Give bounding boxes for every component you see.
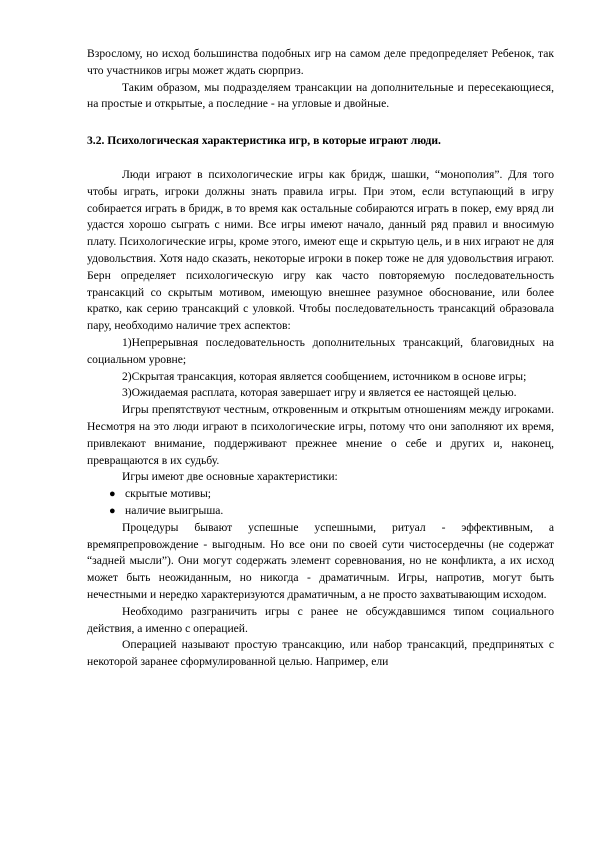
section-heading: 3.2. Психологическая характеристика игр, в которые играют люди. [87,134,441,148]
paragraph: Таким образом, мы подразделяем трансакции на дополнительные и пересекающиеся, на простые и открытые, а последние - на угловые и двойные. [87,80,554,111]
paragraph: Люди играют в психологические игры как бридж, шашки, “монополия”. Для того чтобы играть, игроки должны знать правила игры. При этом, если вступающий в игру собирается играть в бридж, в то время как остальные собираются играть в покер, ему вряд ли удастся хорошо сыграть с ними. Все игры имеют начало, данный ряд правил и вносимую плату. Психологические игры, кроме этого, имеют еще и скрытую цель, и в них играют не для удовольствия. Хотя надо сказать, некоторые игроки в покер тоже не для удовольствия играют. Берн определяет психологическую игру как часто повторяемую последовательность трансакций со скрытым мотивом, имеющую внешнее разумное обоснование, или более кратко, как серию трансакций с уловкой. Чтобы последовательность трансакций образовала пару, необходимо наличие трех аспектов: [87,167,554,333]
paragraph: Игры имеют две основные характеристики: [122,470,338,484]
document-body [87,46,554,671]
bullet-icon: ● [109,504,116,517]
list-paragraph-3: 3)Ожидаемая расплата, которая завершает игру и является ее настоящей целью. [122,386,517,400]
list-item: ● скрытые мотивы; [87,486,554,503]
paragraph: Взрослому, но исход большинства подобных игр на самом деле предопределяет Ребенок, так что участников игры может ждать сюрприз. [87,47,554,77]
bullet-icon: ● [109,488,116,501]
paragraph: Необходимо разграничить игры с ранее не обсуждавшимся типом социального действия, а именно с операцией. [87,604,554,635]
paragraph: Операцией называют простую трансакцию, или набор трансакций, предпринятых с некоторой заранее сформулированной целью. Например, ели [87,638,554,669]
list-paragraph-1: 1)Непрерывная последовательность дополнительных трансакций, благовидных на социальном уровне; [87,335,554,366]
bullet-list [87,486,554,520]
paragraph: Игры препятствуют честным, откровенным и открытым отношениям между игроками. Несмотря на это люди играют в психологические игры, потому что они заполняют их время, привлекают внимание, поддерживают прежнее мнение о себе и других и, наконец, превращаются в их судьбу. [87,403,554,467]
list-paragraph-2: 2)Скрытая трансакция, которая является сообщением, источником в основе игры; [122,369,527,383]
list-item: ● наличие выигрыша. [87,503,554,520]
paragraph: Процедуры бывают успешные успешными, ритуал - эффективным, а времяпрепровождение - выгодным. Но все они по своей сути чистосердечны (не содержат “задней мысли”). Они могут содержать элемент соревнования, но не конфликта, а их исход может быть неожиданным, но никогда - драматичным. Игры, напротив, могут быть нечестными и нередко характеризуются драматичным, а не просто захватывающим исходом. [87,520,554,601]
